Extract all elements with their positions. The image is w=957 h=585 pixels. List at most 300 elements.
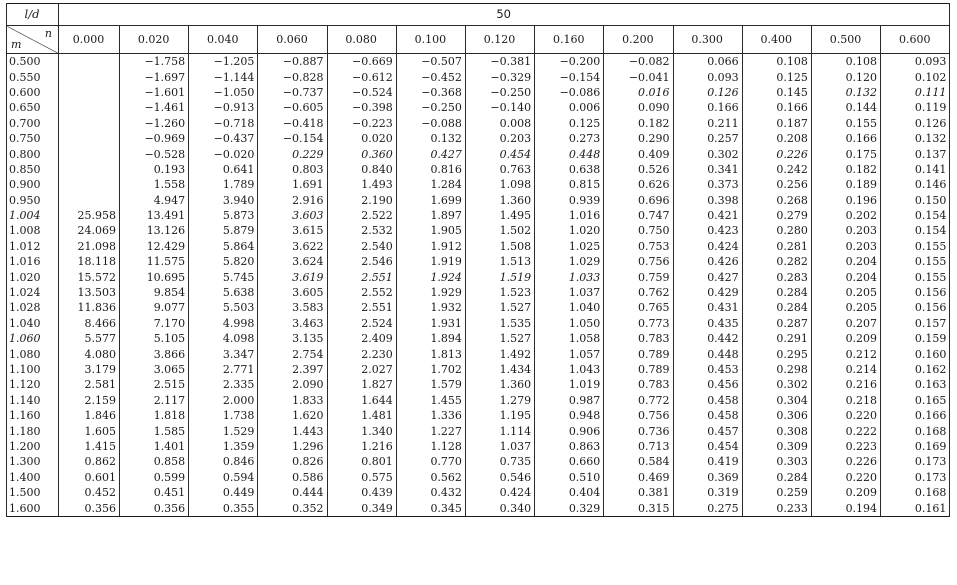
table-row bbox=[7, 239, 950, 254]
table-cell: 1.846 bbox=[59, 408, 120, 423]
table-cell: 5.879 bbox=[189, 223, 258, 238]
table-cell: 1.296 bbox=[258, 439, 327, 454]
table-cell: 25.958 bbox=[59, 208, 120, 223]
table-cell: −0.368 bbox=[396, 85, 465, 100]
n-column-header: 0.300 bbox=[673, 26, 742, 54]
table-cell: 1.114 bbox=[465, 423, 534, 438]
table-cell: 1.579 bbox=[396, 377, 465, 392]
table-cell: 0.182 bbox=[604, 116, 673, 131]
table-cell: 0.102 bbox=[881, 69, 950, 84]
table-cell: 1.919 bbox=[396, 254, 465, 269]
table-cell: 2.000 bbox=[189, 393, 258, 408]
table-cell: 1.360 bbox=[465, 377, 534, 392]
table-cell: 0.862 bbox=[59, 454, 120, 469]
table-row bbox=[7, 331, 950, 346]
table-cell: 0.257 bbox=[673, 131, 742, 146]
table-cell: 0.205 bbox=[811, 300, 880, 315]
m-value-cell: 1.028 bbox=[7, 300, 59, 315]
table-row bbox=[7, 346, 950, 361]
table-cell: 0.421 bbox=[673, 208, 742, 223]
table-cell: 0.291 bbox=[742, 331, 811, 346]
table-cell: 8.466 bbox=[59, 316, 120, 331]
table-cell: 0.155 bbox=[881, 239, 950, 254]
ld-value: 50 bbox=[59, 4, 950, 26]
m-value-cell: 1.100 bbox=[7, 362, 59, 377]
table-cell: 0.220 bbox=[811, 470, 880, 485]
table-cell: −0.140 bbox=[465, 100, 534, 115]
table-cell: 0.259 bbox=[742, 485, 811, 500]
table-cell: 0.166 bbox=[811, 131, 880, 146]
table-cell: 1.493 bbox=[327, 177, 396, 192]
table-cell: 0.863 bbox=[535, 439, 604, 454]
table-cell: 0.756 bbox=[604, 254, 673, 269]
table-row bbox=[7, 500, 950, 516]
table-cell: 13.126 bbox=[120, 223, 189, 238]
table-cell: 5.745 bbox=[189, 269, 258, 284]
table-cell: 1.897 bbox=[396, 208, 465, 223]
table-cell: 1.016 bbox=[535, 208, 604, 223]
header-row-ld bbox=[7, 4, 950, 26]
table-cell: 0.132 bbox=[881, 131, 950, 146]
table-cell: 0.204 bbox=[811, 254, 880, 269]
table-cell: 2.546 bbox=[327, 254, 396, 269]
table-cell: 1.894 bbox=[396, 331, 465, 346]
table-cell: 7.170 bbox=[120, 316, 189, 331]
table-row bbox=[7, 393, 950, 408]
table-cell: 3.624 bbox=[258, 254, 327, 269]
table-cell: 0.308 bbox=[742, 423, 811, 438]
table-row bbox=[7, 69, 950, 84]
table-cell: 0.020 bbox=[327, 131, 396, 146]
table-row bbox=[7, 146, 950, 161]
table-cell: 1.738 bbox=[189, 408, 258, 423]
table-cell: 0.203 bbox=[811, 223, 880, 238]
table-cell: 1.037 bbox=[465, 439, 534, 454]
table-cell: 0.906 bbox=[535, 423, 604, 438]
table-cell: 5.820 bbox=[189, 254, 258, 269]
table-cell: 0.735 bbox=[465, 454, 534, 469]
table-cell: 0.155 bbox=[881, 269, 950, 284]
table-cell: 0.132 bbox=[396, 131, 465, 146]
table-cell bbox=[59, 177, 120, 192]
table-cell: −0.452 bbox=[396, 69, 465, 84]
table-cell: 0.789 bbox=[604, 346, 673, 361]
table-cell: 0.756 bbox=[604, 408, 673, 423]
table-cell: 1.605 bbox=[59, 423, 120, 438]
table-cell: 0.840 bbox=[327, 162, 396, 177]
table-cell: 1.699 bbox=[396, 193, 465, 208]
table-cell: 0.090 bbox=[604, 100, 673, 115]
table-cell: 0.298 bbox=[742, 362, 811, 377]
table-cell: 0.302 bbox=[742, 377, 811, 392]
table-cell: 1.336 bbox=[396, 408, 465, 423]
table-cell: −0.737 bbox=[258, 85, 327, 100]
table-cell: 0.284 bbox=[742, 285, 811, 300]
table-cell: 0.315 bbox=[604, 500, 673, 516]
table-cell: 0.426 bbox=[673, 254, 742, 269]
table-cell: 0.108 bbox=[742, 54, 811, 70]
table-cell: 2.532 bbox=[327, 223, 396, 238]
table-cell: 0.193 bbox=[120, 162, 189, 177]
table-cell: 0.242 bbox=[742, 162, 811, 177]
table-cell: 0.182 bbox=[811, 162, 880, 177]
table-cell: 1.833 bbox=[258, 393, 327, 408]
table-cell: 0.469 bbox=[604, 470, 673, 485]
table-cell: 0.166 bbox=[742, 100, 811, 115]
table-cell: −0.154 bbox=[535, 69, 604, 84]
table-cell: 0.341 bbox=[673, 162, 742, 177]
table-cell: 0.283 bbox=[742, 269, 811, 284]
table-cell: 1.495 bbox=[465, 208, 534, 223]
table-cell: 0.008 bbox=[465, 116, 534, 131]
m-value-cell: 0.600 bbox=[7, 85, 59, 100]
table-cell: 2.551 bbox=[327, 269, 396, 284]
table-cell: 0.429 bbox=[673, 285, 742, 300]
table-cell: 21.098 bbox=[59, 239, 120, 254]
table-cell: 0.409 bbox=[604, 146, 673, 161]
table-cell: 0.329 bbox=[535, 500, 604, 516]
table-cell: 0.212 bbox=[811, 346, 880, 361]
m-value-cell: 1.016 bbox=[7, 254, 59, 269]
table-cell: 2.090 bbox=[258, 377, 327, 392]
table-cell: 2.581 bbox=[59, 377, 120, 392]
table-cell: 4.098 bbox=[189, 331, 258, 346]
table-cell: 1.029 bbox=[535, 254, 604, 269]
table-cell: 0.146 bbox=[881, 177, 950, 192]
table-cell: 0.770 bbox=[396, 454, 465, 469]
table-cell: −0.398 bbox=[327, 100, 396, 115]
table-cell: −0.250 bbox=[465, 85, 534, 100]
table-cell: 0.154 bbox=[881, 208, 950, 223]
table-cell: 0.599 bbox=[120, 470, 189, 485]
table-cell: 0.279 bbox=[742, 208, 811, 223]
table-cell: 1.527 bbox=[465, 300, 534, 315]
m-label: m bbox=[11, 38, 22, 51]
table-cell: 0.155 bbox=[811, 116, 880, 131]
table-cell: 0.125 bbox=[742, 69, 811, 84]
table-cell: 0.451 bbox=[120, 485, 189, 500]
table-cell: 0.209 bbox=[811, 485, 880, 500]
table-cell: 0.586 bbox=[258, 470, 327, 485]
table-cell: −1.205 bbox=[189, 54, 258, 70]
table-cell: −0.223 bbox=[327, 116, 396, 131]
table-cell: 2.027 bbox=[327, 362, 396, 377]
table-cell: 0.295 bbox=[742, 346, 811, 361]
table-cell: 1.702 bbox=[396, 362, 465, 377]
table-cell: −0.507 bbox=[396, 54, 465, 70]
n-column-header: 0.160 bbox=[535, 26, 604, 54]
table-cell: −0.612 bbox=[327, 69, 396, 84]
m-value-cell: 0.750 bbox=[7, 131, 59, 146]
n-column-header: 0.200 bbox=[604, 26, 673, 54]
table-cell: 0.126 bbox=[673, 85, 742, 100]
table-cell: 1.340 bbox=[327, 423, 396, 438]
table-cell: 0.360 bbox=[327, 146, 396, 161]
table-cell: 0.155 bbox=[881, 254, 950, 269]
table-row bbox=[7, 423, 950, 438]
table-cell: 0.454 bbox=[673, 439, 742, 454]
table-cell: 0.763 bbox=[465, 162, 534, 177]
table-cell: −0.669 bbox=[327, 54, 396, 70]
table-cell: 0.132 bbox=[811, 85, 880, 100]
table-cell: 0.789 bbox=[604, 362, 673, 377]
table-cell bbox=[59, 193, 120, 208]
table-cell: 1.455 bbox=[396, 393, 465, 408]
table-cell: 0.016 bbox=[604, 85, 673, 100]
table-cell: 11.575 bbox=[120, 254, 189, 269]
table-cell: 0.108 bbox=[811, 54, 880, 70]
table-cell: 4.947 bbox=[120, 193, 189, 208]
table-row bbox=[7, 193, 950, 208]
table-cell: 0.762 bbox=[604, 285, 673, 300]
table-cell: 2.117 bbox=[120, 393, 189, 408]
table-cell: 0.145 bbox=[742, 85, 811, 100]
table-row bbox=[7, 377, 950, 392]
table-cell: 0.284 bbox=[742, 470, 811, 485]
table-cell: 1.502 bbox=[465, 223, 534, 238]
table-cell: 0.303 bbox=[742, 454, 811, 469]
table-cell: 1.098 bbox=[465, 177, 534, 192]
table-cell: −0.088 bbox=[396, 116, 465, 131]
table-row bbox=[7, 269, 950, 284]
table-cell: 0.161 bbox=[881, 500, 950, 516]
table-cell: 0.458 bbox=[673, 393, 742, 408]
table-cell: 0.150 bbox=[881, 193, 950, 208]
table-cell: 0.349 bbox=[327, 500, 396, 516]
n-column-header: 0.040 bbox=[189, 26, 258, 54]
m-value-cell: 0.950 bbox=[7, 193, 59, 208]
table-cell: 1.128 bbox=[396, 439, 465, 454]
table-cell: 0.453 bbox=[673, 362, 742, 377]
table-cell bbox=[59, 162, 120, 177]
table-cell: 2.335 bbox=[189, 377, 258, 392]
table-cell: 1.929 bbox=[396, 285, 465, 300]
table-cell: 5.864 bbox=[189, 239, 258, 254]
table-cell: 0.457 bbox=[673, 423, 742, 438]
n-column-header: 0.400 bbox=[742, 26, 811, 54]
table-cell: 0.398 bbox=[673, 193, 742, 208]
table-cell: 0.156 bbox=[881, 300, 950, 315]
table-cell: 0.173 bbox=[881, 454, 950, 469]
table-cell: 0.773 bbox=[604, 316, 673, 331]
table-cell: 2.771 bbox=[189, 362, 258, 377]
n-label: n bbox=[44, 27, 52, 40]
table-row bbox=[7, 316, 950, 331]
n-column-header: 0.100 bbox=[396, 26, 465, 54]
table-cell: 0.156 bbox=[881, 285, 950, 300]
n-column-header: 0.500 bbox=[811, 26, 880, 54]
table-cell: 0.448 bbox=[673, 346, 742, 361]
table-cell: 0.209 bbox=[811, 331, 880, 346]
table-cell: 0.233 bbox=[742, 500, 811, 516]
table-cell: 0.801 bbox=[327, 454, 396, 469]
table-cell: 11.836 bbox=[59, 300, 120, 315]
table-cell: 0.753 bbox=[604, 239, 673, 254]
table-cell: 0.273 bbox=[535, 131, 604, 146]
table-cell: 3.866 bbox=[120, 346, 189, 361]
table-row bbox=[7, 177, 950, 192]
table-cell: 0.154 bbox=[881, 223, 950, 238]
table-cell: −0.154 bbox=[258, 131, 327, 146]
table-cell: 0.229 bbox=[258, 146, 327, 161]
table-cell bbox=[59, 100, 120, 115]
table-cell: 0.168 bbox=[881, 485, 950, 500]
table-cell: 0.203 bbox=[465, 131, 534, 146]
table-cell: 0.432 bbox=[396, 485, 465, 500]
table-cell: 0.111 bbox=[881, 85, 950, 100]
table-cell: 5.577 bbox=[59, 331, 120, 346]
table-cell: 0.736 bbox=[604, 423, 673, 438]
table-cell: 0.194 bbox=[811, 500, 880, 516]
n-column-header: 0.080 bbox=[327, 26, 396, 54]
table-cell: 0.939 bbox=[535, 193, 604, 208]
table-row bbox=[7, 116, 950, 131]
table-cell: −1.601 bbox=[120, 85, 189, 100]
table-cell: 13.491 bbox=[120, 208, 189, 223]
n-m-corner-cell bbox=[7, 26, 59, 54]
table-cell: 0.444 bbox=[258, 485, 327, 500]
m-value-cell: 1.160 bbox=[7, 408, 59, 423]
table-cell: −0.913 bbox=[189, 100, 258, 115]
table-cell: 24.069 bbox=[59, 223, 120, 238]
table-cell: 0.356 bbox=[59, 500, 120, 516]
table-cell: 3.065 bbox=[120, 362, 189, 377]
table-cell: 0.948 bbox=[535, 408, 604, 423]
table-row bbox=[7, 454, 950, 469]
table-cell: 1.644 bbox=[327, 393, 396, 408]
table-row bbox=[7, 208, 950, 223]
table-cell: 0.355 bbox=[189, 500, 258, 516]
table-cell: 2.190 bbox=[327, 193, 396, 208]
m-value-cell: 1.500 bbox=[7, 485, 59, 500]
table-cell: 1.040 bbox=[535, 300, 604, 315]
table-cell: 12.429 bbox=[120, 239, 189, 254]
table-cell: 18.118 bbox=[59, 254, 120, 269]
table-row bbox=[7, 485, 950, 500]
table-row bbox=[7, 223, 950, 238]
table-cell: 0.419 bbox=[673, 454, 742, 469]
table-row bbox=[7, 100, 950, 115]
table-cell: 0.226 bbox=[811, 454, 880, 469]
table-cell: 0.302 bbox=[673, 146, 742, 161]
table-row bbox=[7, 470, 950, 485]
table-cell: 0.119 bbox=[881, 100, 950, 115]
table-cell: 2.552 bbox=[327, 285, 396, 300]
table-cell: 0.759 bbox=[604, 269, 673, 284]
table-cell: 0.284 bbox=[742, 300, 811, 315]
table-cell: 0.144 bbox=[811, 100, 880, 115]
table-cell: 1.025 bbox=[535, 239, 604, 254]
table-cell: −0.082 bbox=[604, 54, 673, 70]
header-row-n bbox=[7, 26, 950, 54]
table-row bbox=[7, 162, 950, 177]
table-cell: 0.220 bbox=[811, 408, 880, 423]
table-cell: 0.159 bbox=[881, 331, 950, 346]
table-cell: 0.204 bbox=[811, 269, 880, 284]
table-cell: 3.615 bbox=[258, 223, 327, 238]
n-column-header: 0.120 bbox=[465, 26, 534, 54]
m-value-cell: 1.060 bbox=[7, 331, 59, 346]
table-cell: 0.162 bbox=[881, 362, 950, 377]
table-cell: 0.189 bbox=[811, 177, 880, 192]
table-cell: −0.718 bbox=[189, 116, 258, 131]
table-cell: 1.057 bbox=[535, 346, 604, 361]
table-cell: 1.813 bbox=[396, 346, 465, 361]
table-cell: −1.461 bbox=[120, 100, 189, 115]
table-cell: 3.622 bbox=[258, 239, 327, 254]
table-row bbox=[7, 439, 950, 454]
table-cell: 0.211 bbox=[673, 116, 742, 131]
table-cell: 0.173 bbox=[881, 470, 950, 485]
table-cell: 5.873 bbox=[189, 208, 258, 223]
table-cell: 1.359 bbox=[189, 439, 258, 454]
table-cell: 0.166 bbox=[881, 408, 950, 423]
table-row bbox=[7, 131, 950, 146]
table-body bbox=[7, 54, 950, 517]
table-cell: −0.329 bbox=[465, 69, 534, 84]
table-cell: 0.205 bbox=[811, 285, 880, 300]
table-row bbox=[7, 408, 950, 423]
table-cell: 0.435 bbox=[673, 316, 742, 331]
table-cell: 0.352 bbox=[258, 500, 327, 516]
table-cell: −0.418 bbox=[258, 116, 327, 131]
table-cell: 0.218 bbox=[811, 393, 880, 408]
table-cell: −0.381 bbox=[465, 54, 534, 70]
table-cell: 1.558 bbox=[120, 177, 189, 192]
table-cell: −0.020 bbox=[189, 146, 258, 161]
table-cell bbox=[59, 69, 120, 84]
table-cell: 10.695 bbox=[120, 269, 189, 284]
m-value-cell: 1.008 bbox=[7, 223, 59, 238]
m-value-cell: 0.650 bbox=[7, 100, 59, 115]
m-value-cell: 1.140 bbox=[7, 393, 59, 408]
table-cell: 0.601 bbox=[59, 470, 120, 485]
table-cell: 5.105 bbox=[120, 331, 189, 346]
table-cell: 1.529 bbox=[189, 423, 258, 438]
table-cell: 3.603 bbox=[258, 208, 327, 223]
m-value-cell: 0.700 bbox=[7, 116, 59, 131]
table-cell: 0.120 bbox=[811, 69, 880, 84]
m-value-cell: 1.120 bbox=[7, 377, 59, 392]
table-cell: 0.216 bbox=[811, 377, 880, 392]
table-cell bbox=[59, 54, 120, 70]
table-cell: 2.916 bbox=[258, 193, 327, 208]
table-row bbox=[7, 254, 950, 269]
table-cell: 0.226 bbox=[742, 146, 811, 161]
table-cell: 0.165 bbox=[881, 393, 950, 408]
table-cell: 3.605 bbox=[258, 285, 327, 300]
table-cell: 0.431 bbox=[673, 300, 742, 315]
table-cell: 0.526 bbox=[604, 162, 673, 177]
table-cell: 2.515 bbox=[120, 377, 189, 392]
table-cell: 1.827 bbox=[327, 377, 396, 392]
table-cell: 0.304 bbox=[742, 393, 811, 408]
table-cell: 0.594 bbox=[189, 470, 258, 485]
table-cell: 1.527 bbox=[465, 331, 534, 346]
table-cell: −0.828 bbox=[258, 69, 327, 84]
table-cell: 1.691 bbox=[258, 177, 327, 192]
table-cell: 9.854 bbox=[120, 285, 189, 300]
table-cell: 0.449 bbox=[189, 485, 258, 500]
n-column-header: 0.060 bbox=[258, 26, 327, 54]
table-cell: 0.826 bbox=[258, 454, 327, 469]
table-cell: 0.427 bbox=[396, 146, 465, 161]
m-value-cell: 1.080 bbox=[7, 346, 59, 361]
table-cell: 0.713 bbox=[604, 439, 673, 454]
table-row bbox=[7, 54, 950, 70]
m-value-cell: 1.040 bbox=[7, 316, 59, 331]
m-value-cell: 1.012 bbox=[7, 239, 59, 254]
